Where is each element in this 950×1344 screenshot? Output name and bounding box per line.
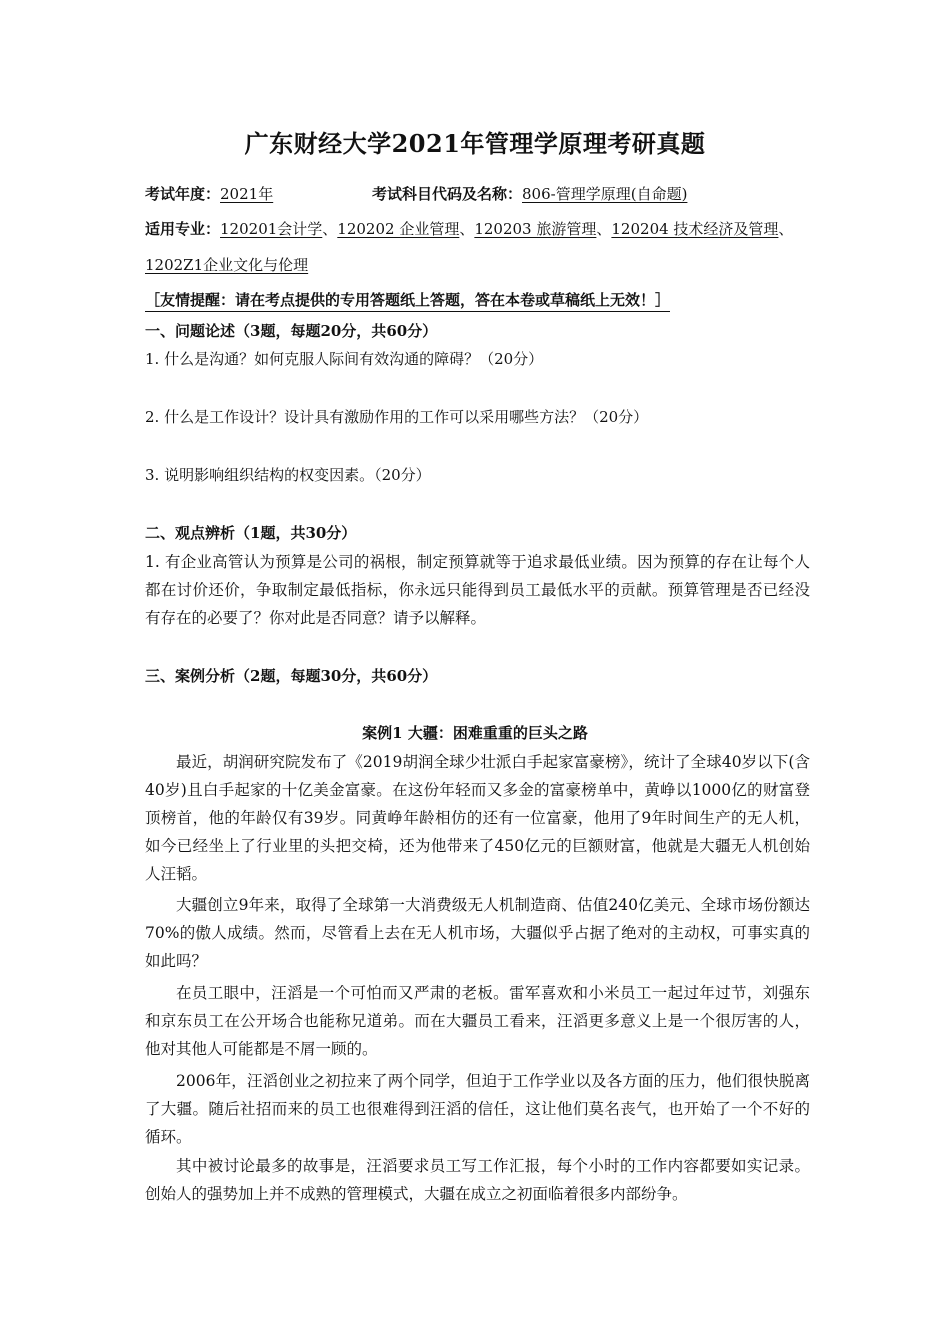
question-1-1: 1. 什么是沟通？如何克服人际间有效沟通的障碍？（20分） <box>145 350 544 368</box>
case-title: 案例1 大疆：困难重重的巨头之路 <box>362 724 588 742</box>
section2-heading: 二、观点辨析（1题，共30分） <box>145 524 357 542</box>
question-1-2: 2. 什么是工作设计？设计具有激励作用的工作可以采用哪些方法？（20分） <box>145 408 649 426</box>
major-sep: 、 <box>596 220 612 238</box>
case-paragraph-4: 2006年，汪滔创业之初拉来了两个同学，但迫于工作学业以及各方面的压力，他们很快脱离了大疆。随后社招而来的员工也很难得到汪滔的信任，这让他们莫名丧气，也开始了一个不好的循环。 <box>145 1072 810 1146</box>
major-label: 适用专业： <box>145 220 221 238</box>
subject-row <box>372 183 687 205</box>
case-paragraph-1: 最近，胡润研究院发布了《2019胡润全球少壮派白手起家富豪榜》，统计了全球40岁以下(含40岁)且白手起家的十亿美金富豪。在这份年轻而又多金的富豪榜单中，黄峥以1000亿的财富登顶榜首，他的年龄仅有39岁。同黄峥年龄相仿的还有一位富豪，他用了9年时间生产的无人机，如今已经坐上了行业里的头把交椅，还为他带来了450亿元的巨额财富，他就是大疆无人机创始人汪韬。 <box>145 753 810 883</box>
major-item: 120202 企业管理 <box>337 220 460 238</box>
section3-heading: 三、案例分析（2题，每题30分，共60分） <box>145 667 438 685</box>
major-sep: 、 <box>778 220 794 238</box>
major-row <box>145 218 793 240</box>
answer-reminder: ［友情提醒：请在考点提供的专用答题纸上答题，答在本卷或草稿纸上无效！］ <box>145 289 670 312</box>
case-paragraph-3: 在员工眼中，汪滔是一个可怕而又严肃的老板。雷军喜欢和小米员工一起过年过节，刘强东和京东员工在公开场合也能称兄道弟。而在大疆员工看来，汪滔更多意义上是一个很厉害的人，他对其他人可能都是不屑一顾的。 <box>145 984 810 1058</box>
year-label: 考试年度： <box>145 185 221 203</box>
page-title: 广东财经大学2021年管理学原理考研真题 <box>244 129 706 158</box>
major-sep: 、 <box>459 220 475 238</box>
major-item: 120203 旅游管理 <box>474 220 597 238</box>
major-item: 120201会计学 <box>220 220 323 238</box>
major-item: 120204 技术经济及管理 <box>611 220 779 238</box>
major-item: 1202Z1企业文化与伦理 <box>145 256 309 274</box>
exam-year-row <box>145 183 273 205</box>
major-sep: 、 <box>322 220 338 238</box>
question-2-1: 1. 有企业高管认为预算是公司的祸根，制定预算就等于追求最低业绩。因为预算的存在让每个人都在讨价还价，争取制定最低指标，你永远只能得到员工最低水平的贡献。预算管理是否已经没有存在的必要了？你对此是否同意？请予以解释。 <box>145 553 810 627</box>
question-1-3: 3. 说明影响组织结构的权变因素。（20分） <box>145 466 431 484</box>
subject-value: 806-管理学原理(自命题) <box>522 185 688 203</box>
major-row-cont <box>145 254 308 276</box>
section1-heading: 一、问题论述（3题，每题20分，共60分） <box>145 322 438 340</box>
subject-label: 考试科目代码及名称： <box>372 185 523 203</box>
year-value: 2021年 <box>220 185 274 203</box>
case-paragraph-2: 大疆创立9年来，取得了全球第一大消费级无人机制造商、估值240亿美元、全球市场份额达70%的傲人成绩。然而，尽管看上去在无人机市场，大疆似乎占据了绝对的主动权，可事实真的如此吗？ <box>145 896 810 970</box>
case-paragraph-5: 其中被讨论最多的故事是，汪滔要求员工写工作汇报，每个小时的工作内容都要如实记录。创始人的强势加上并不成熟的管理模式，大疆在成立之初面临着很多内部纷争。 <box>145 1157 810 1203</box>
